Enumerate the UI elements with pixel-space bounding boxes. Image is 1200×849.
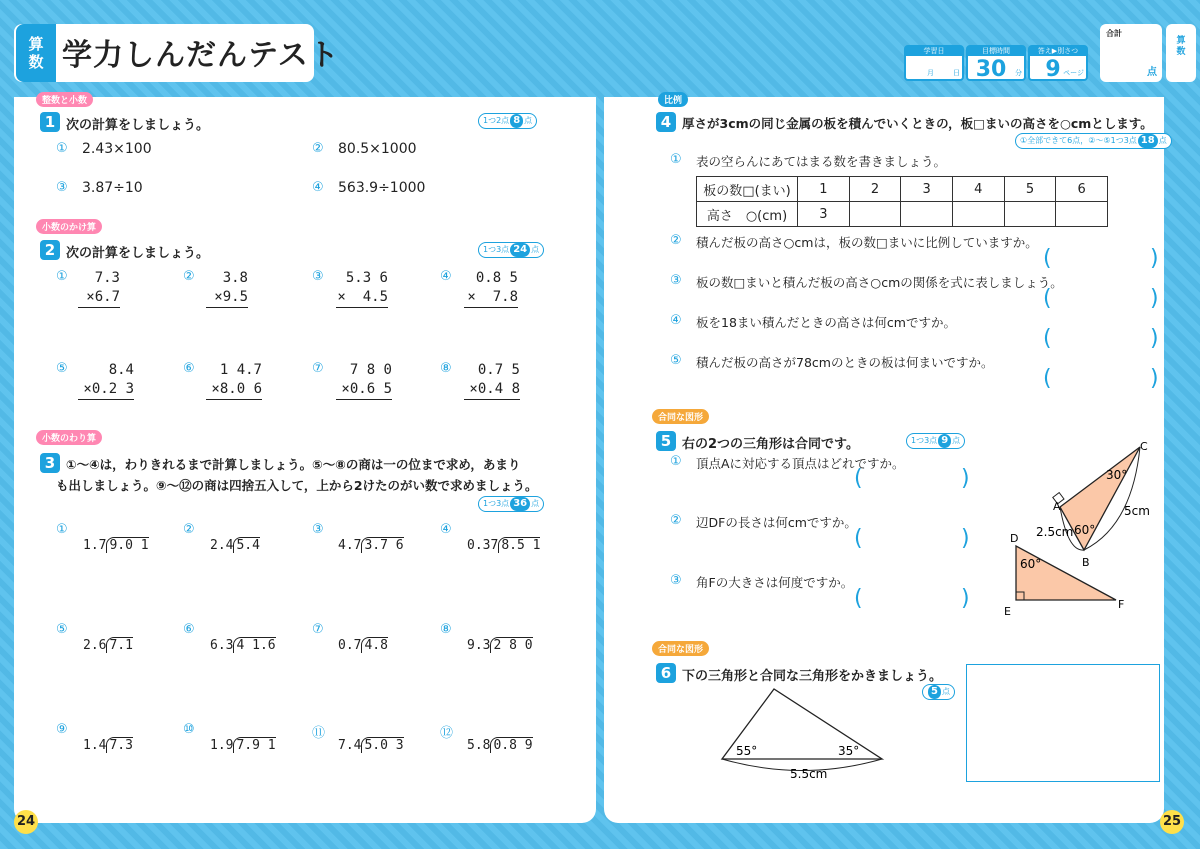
- item-number: ④: [312, 180, 324, 195]
- item-text: 表の空らんにあてはまる数を書きましょう。: [696, 154, 947, 169]
- item-number: ⑪: [312, 726, 326, 741]
- division-problem: 9.3 2 8 0: [467, 638, 533, 653]
- item-number: ③: [56, 180, 68, 195]
- answer-blank-open[interactable]: (: [1043, 246, 1052, 271]
- item-number: ③: [670, 573, 682, 588]
- item-text: 辺DFの長さは何cmですか。: [696, 515, 857, 530]
- proportion-table: [696, 176, 1108, 227]
- target-time-unit: 分: [1015, 69, 1022, 77]
- multiplication-problem: 0.8 5 × 7.8: [464, 269, 518, 308]
- item-number: ②: [183, 269, 195, 284]
- angle-d-label: 60°: [1020, 557, 1042, 571]
- label-a: A: [1053, 500, 1061, 513]
- multiplication-problem: 1 4.7 ×8.0 6: [206, 361, 262, 400]
- triangle-def: [1016, 546, 1116, 600]
- answer-blank-open[interactable]: (: [1043, 326, 1052, 351]
- division-problem: 1.7 9.0 1: [83, 538, 149, 553]
- answer-blank-close: ): [1150, 246, 1159, 271]
- answer-blank-open[interactable]: (: [854, 586, 863, 611]
- item-number: ⑩: [183, 722, 195, 737]
- item-number: ⑨: [56, 722, 68, 737]
- answer-cell[interactable]: [1056, 202, 1108, 227]
- division-problem: 1.4 7.3: [83, 738, 133, 753]
- item-number: ②: [670, 233, 682, 248]
- answer-ref-value: 9: [1045, 57, 1061, 82]
- expression: 2.43×100: [82, 141, 152, 157]
- item-number: ⑤: [670, 353, 682, 368]
- answer-blank-open[interactable]: (: [1043, 366, 1052, 391]
- table-cell: 5: [1004, 177, 1056, 202]
- question-text: 下の三角形と合同な三角形をかきましょう。: [682, 669, 943, 684]
- division-problem: 2.6 7.1: [83, 638, 133, 653]
- item-number: ③: [312, 522, 324, 537]
- expression: 80.5×1000: [338, 141, 417, 157]
- question-number: 1: [40, 112, 60, 132]
- table-row-label: 高さ ○(cm): [697, 202, 798, 227]
- answer-ref-unit: ページ: [1063, 69, 1084, 77]
- division-problem: 4.7 3.7 6: [338, 538, 404, 553]
- answer-ref-box: [1028, 45, 1088, 81]
- answer-blank-open[interactable]: (: [854, 466, 863, 491]
- expression: 3.87÷10: [82, 180, 143, 196]
- table-cell: 6: [1056, 177, 1108, 202]
- item-number: ③: [670, 273, 682, 288]
- congruent-triangles-figure: [1000, 430, 1164, 620]
- item-text: 角Fの大きさは何度ですか。: [696, 575, 854, 590]
- item-text: 積んだ板の高さが78cmのときの板は何まいですか。: [696, 355, 994, 370]
- division-problem: 7.4 5.0 3: [338, 738, 404, 753]
- item-number: ①: [56, 522, 68, 537]
- points-badge: 1つ3点 36 点: [478, 496, 544, 512]
- item-number: ⑦: [312, 361, 324, 376]
- question-number: 2: [40, 240, 60, 260]
- side-subject-tab: 算数: [1166, 24, 1196, 82]
- total-score-unit: 点: [1147, 67, 1157, 78]
- section-tag: 小数のかけ算: [36, 219, 102, 234]
- table-row-label: 板の数□(まい): [697, 177, 798, 202]
- item-number: ⑫: [440, 726, 454, 741]
- question-text-line2: も出しましょう。⑨〜⑫の商は四捨五入して，上から2けたのがい数で求めましょう。: [56, 478, 538, 493]
- item-number: ①: [670, 152, 682, 167]
- label-c: C: [1140, 440, 1148, 453]
- left-angle-label: 55°: [736, 744, 758, 758]
- target-time-value: 30: [975, 57, 1007, 82]
- drawing-answer-box[interactable]: [966, 664, 1160, 782]
- total-score-label: 合計: [1106, 29, 1122, 38]
- answer-blank-open[interactable]: (: [854, 526, 863, 551]
- answer-blank-close: ): [961, 526, 970, 551]
- points-badge: 5 点: [922, 684, 955, 700]
- answer-cell[interactable]: [901, 202, 953, 227]
- item-number: ⑧: [440, 622, 452, 637]
- label-e: E: [1004, 605, 1011, 618]
- item-number: ⑤: [56, 622, 68, 637]
- question-number: 5: [656, 431, 676, 451]
- division-problem: 2.4 5.4: [210, 538, 260, 553]
- item-number: ④: [440, 269, 452, 284]
- target-time-box: [966, 45, 1026, 81]
- question-text-line1: ①〜④は，わりきれるまで計算しましょう。⑤〜⑧の商は一の位まで求め，あまり: [66, 457, 521, 472]
- table-cell: 2: [849, 177, 901, 202]
- study-date-box[interactable]: [904, 45, 964, 81]
- table-cell: 1: [798, 177, 850, 202]
- item-number: ①: [56, 269, 68, 284]
- total-score-box[interactable]: [1100, 24, 1162, 82]
- multiplication-problem: 7.3 ×6.7: [78, 269, 120, 308]
- side-bc-label: 5cm: [1124, 504, 1150, 518]
- item-number: ②: [312, 141, 324, 156]
- expression: 563.9÷1000: [338, 180, 426, 196]
- division-problem: 0.37 8.5 1: [467, 538, 541, 553]
- item-number: ④: [670, 313, 682, 328]
- points-badge: 1つ3点 24 点: [478, 242, 544, 258]
- item-text: 板の数□まいと積んだ板の高さ○cmの関係を式に表しましょう。: [696, 275, 1063, 290]
- answer-blank-close: ): [961, 466, 970, 491]
- side-ab-label: 2.5cm: [1036, 525, 1074, 539]
- label-b: B: [1082, 556, 1090, 569]
- multiplication-problem: 7 8 0 ×0.6 5: [336, 361, 392, 400]
- table-cell: 3: [798, 202, 850, 227]
- question-number: 4: [656, 112, 676, 132]
- answer-blank-close: ): [1150, 326, 1159, 351]
- answer-blank-open[interactable]: (: [1043, 286, 1052, 311]
- item-text: 積んだ板の高さ○cmは，板の数□まいに比例していますか。: [696, 235, 1038, 250]
- answer-blank-close: ): [961, 586, 970, 611]
- item-number: ①: [670, 454, 682, 469]
- angle-c-label: 30°: [1106, 468, 1128, 482]
- division-problem: 0.7 4.8: [338, 638, 388, 653]
- target-time-label: 目標時間: [968, 46, 1024, 56]
- label-f: F: [1118, 598, 1125, 611]
- item-number: ⑥: [183, 361, 195, 376]
- study-date-label: 学習日: [906, 46, 962, 56]
- day-unit: 日: [953, 69, 960, 77]
- section-tag: 整数と小数: [36, 92, 93, 107]
- q6-triangle-figure: [716, 686, 888, 786]
- answer-cell[interactable]: [1004, 202, 1056, 227]
- multiplication-problem: 0.7 5 ×0.4 8: [464, 361, 520, 400]
- points-badge: ①全部できて6点，②〜⑤1つ3点 18 点: [1015, 133, 1172, 149]
- answer-ref-label: 答え▶別さつ: [1030, 46, 1086, 56]
- item-number: ①: [56, 141, 68, 156]
- item-number: ⑤: [56, 361, 68, 376]
- multiplication-problem: 8.4 ×0.2 3: [78, 361, 134, 400]
- item-number: ⑦: [312, 622, 324, 637]
- table-cell: 4: [952, 177, 1004, 202]
- question-number: 6: [656, 663, 676, 683]
- question-text: 次の計算をしましょう。: [66, 118, 210, 133]
- multiplication-problem: 5.3 6 × 4.5: [336, 269, 388, 308]
- answer-cell[interactable]: [849, 202, 901, 227]
- item-number: ⑧: [440, 361, 452, 376]
- question-number: 3: [40, 453, 60, 473]
- label-d: D: [1010, 532, 1019, 545]
- answer-blank-close: ): [1150, 286, 1159, 311]
- question-text: 厚さが3cmの同じ金属の板を積んでいくときの，板□まいの高さを○cmとします。: [682, 116, 1153, 131]
- table-cell: 3: [901, 177, 953, 202]
- page-title: 学力しんだんテスト: [62, 38, 340, 73]
- table-row: [697, 202, 1108, 227]
- answer-cell[interactable]: [952, 202, 1004, 227]
- item-number: ②: [670, 513, 682, 528]
- item-number: ②: [183, 522, 195, 537]
- table-row: [697, 177, 1108, 202]
- page-number-left: 24: [14, 810, 38, 834]
- base-length-label: 5.5cm: [790, 767, 828, 781]
- right-angle-label: 35°: [838, 744, 860, 758]
- item-number: ③: [312, 269, 324, 284]
- section-tag: 合同な図形: [652, 641, 709, 656]
- page-number-right: 25: [1160, 810, 1184, 834]
- multiplication-problem: 3.8 ×9.5: [206, 269, 248, 308]
- item-number: ⑥: [183, 622, 195, 637]
- month-unit: 月: [927, 69, 934, 77]
- division-problem: 6.3 4 1.6: [210, 638, 276, 653]
- subject-badge: 算数: [16, 24, 56, 82]
- section-tag: 合同な図形: [652, 409, 709, 424]
- item-text: 頂点Aに対応する頂点はどれですか。: [696, 456, 905, 471]
- item-text: 板を18まい積んだときの高さは何cmですか。: [696, 315, 956, 330]
- division-problem: 1.9 7.9 1: [210, 738, 276, 753]
- points-badge: 1つ3点 9 点: [906, 433, 965, 449]
- angle-b-label: 60°: [1074, 523, 1096, 537]
- answer-blank-close: ): [1150, 366, 1159, 391]
- section-tag: 比例: [658, 92, 688, 107]
- question-text: 右の2つの三角形は合同です。: [682, 437, 860, 452]
- question-text: 次の計算をしましょう。: [66, 246, 210, 261]
- section-tag: 小数のわり算: [36, 430, 102, 445]
- points-badge: 1つ2点 8 点: [478, 113, 537, 129]
- item-number: ④: [440, 522, 452, 537]
- division-problem: 5.8 0.8 9: [467, 738, 533, 753]
